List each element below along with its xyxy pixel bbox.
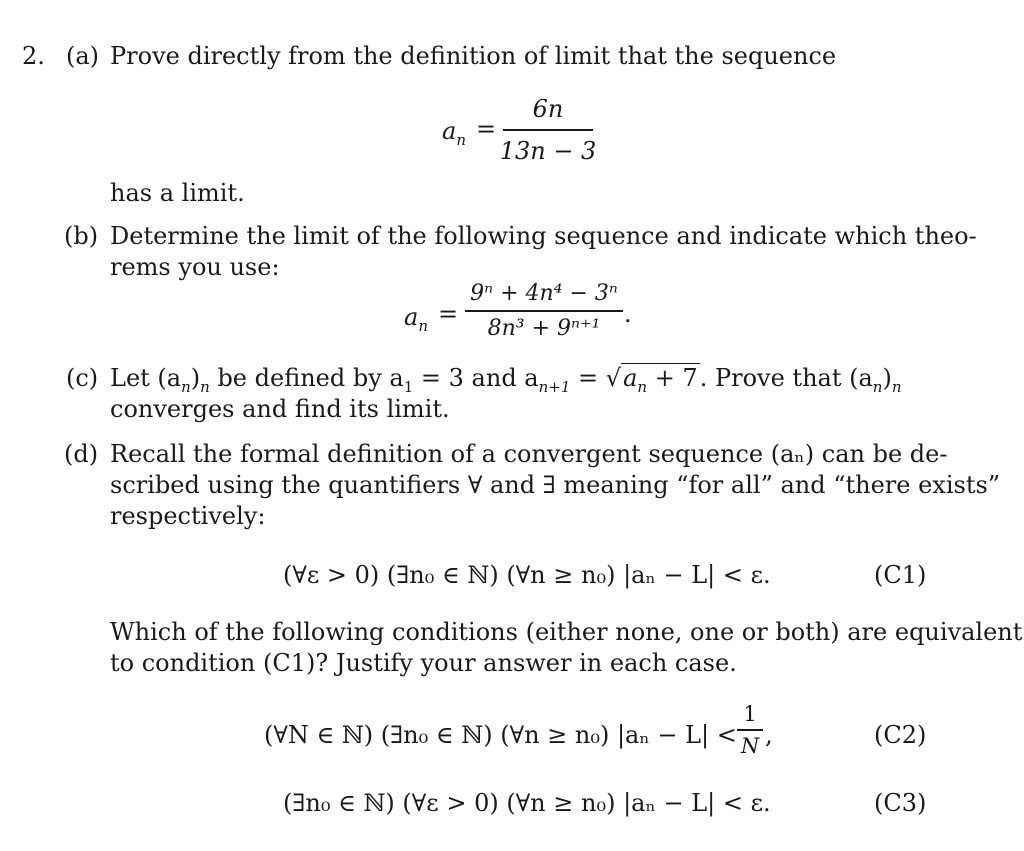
condition-c2-end: , bbox=[765, 721, 773, 749]
fraction-bar bbox=[465, 310, 623, 312]
part-a-tail: has a limit. bbox=[110, 179, 245, 207]
square-root: $√a_n + 7$ bbox=[605, 364, 698, 396]
part-b-line1: Determine the limit of the following sequence and indicate which theo- bbox=[110, 222, 977, 250]
part-c-line1: Let $(a_n)_n$ be defined by $a_1 = 3$ and $a_{n+1} = √a_n + 7$. Prove that $(a_n)_n$ bbox=[110, 364, 902, 396]
part-c-line2: converges and find its limit. bbox=[110, 395, 450, 423]
c2-denominator: N bbox=[740, 733, 760, 758]
problem-number: 2. bbox=[22, 42, 45, 70]
part-b-eq-lhs: $a_n$ bbox=[404, 303, 428, 335]
fraction-bar bbox=[503, 129, 593, 131]
c2-numerator: 1 bbox=[743, 702, 757, 726]
condition-c2: (∀N ∈ ℕ) (∃n₀ ∈ ℕ) (∀n ≥ n₀) |aₙ − L| < bbox=[264, 721, 737, 749]
part-b-numerator: 9ⁿ + 4n⁴ − 3ⁿ bbox=[470, 281, 618, 306]
part-d-line3: respectively: bbox=[110, 502, 266, 530]
condition-c3: (∃n₀ ∈ ℕ) (∀ε > 0) (∀n ≥ n₀) |aₙ − L| < ε. bbox=[283, 789, 771, 817]
question-line1: Which of the following conditions (either none, one or both) are equivalent bbox=[110, 618, 1023, 646]
part-d-line2: scribed using the quantifiers ∀ and ∃ meaning “for all” and “there exists” bbox=[110, 471, 1001, 499]
part-b-label: (b) bbox=[64, 222, 99, 250]
part-a-intro: Prove directly from the definition of limit that the sequence bbox=[110, 42, 837, 70]
part-a-denominator: 13n − 3 bbox=[499, 136, 597, 165]
part-b-eq-rel: = bbox=[438, 300, 459, 328]
condition-c2-tag: (C2) bbox=[874, 721, 927, 749]
part-a-eq-lhs: $a_n$ bbox=[442, 117, 466, 149]
part-a-label: (a) bbox=[66, 42, 100, 70]
condition-c2-fraction bbox=[737, 702, 763, 758]
part-a-fraction bbox=[499, 95, 597, 165]
question-line2: to condition (C1)? Justify your answer in each case. bbox=[110, 649, 737, 677]
part-b-denominator: 8n³ + 9ⁿ⁺¹ bbox=[487, 315, 601, 341]
part-d-line1: Recall the formal definition of a convergent sequence (aₙ) can be de- bbox=[110, 440, 948, 468]
part-b-line2: rems you use: bbox=[110, 253, 280, 281]
part-a-eq-rel: = bbox=[476, 115, 497, 143]
part-b-fraction bbox=[465, 281, 623, 341]
condition-c1: (∀ε > 0) (∃n₀ ∈ ℕ) (∀n ≥ n₀) |aₙ − L| < ε. bbox=[283, 561, 771, 589]
part-d-label: (d) bbox=[64, 440, 99, 468]
fraction-bar bbox=[737, 729, 763, 731]
part-b-eq-end: . bbox=[624, 300, 632, 328]
part-a-numerator: 6n bbox=[532, 95, 564, 123]
part-c-label: (c) bbox=[66, 364, 99, 392]
condition-c1-tag: (C1) bbox=[874, 561, 927, 589]
condition-c3-tag: (C3) bbox=[874, 789, 927, 817]
